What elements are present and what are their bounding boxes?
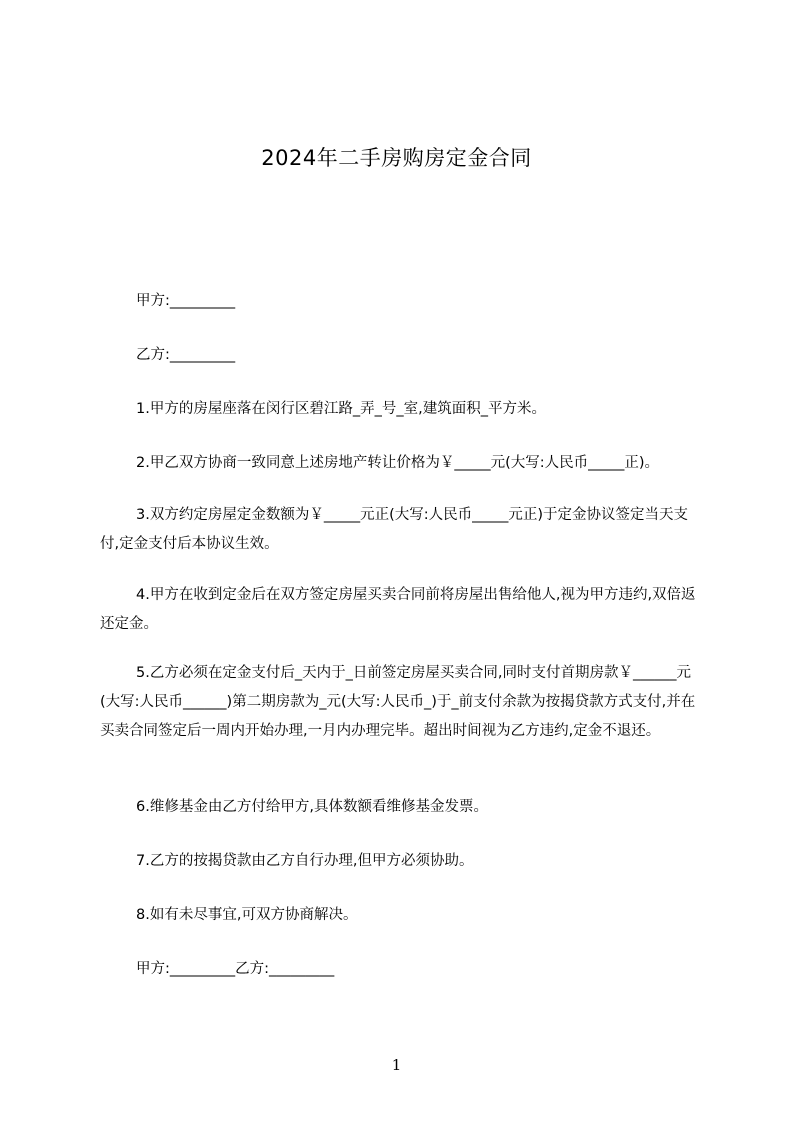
document-title: 2024年二手房购房定金合同 [261, 146, 532, 170]
clause-7: 7.乙方的按揭贷款由乙方自行办理,但甲方必须协助。 [136, 853, 474, 869]
clause-8: 8.如有未尽事宜,可双方协商解决。 [136, 907, 358, 923]
clause-5: 5.乙方必须在定金支付后_天内于_日前签定房屋买卖合同,同时支付首期房款￥______元(大写:人民币______)第二期房款为_元(大写:人民币_)于_前支付余款为按揭贷款方式支付,并在买卖合同签定后一周内开始办理,一月内办理完毕。超出时间视为乙方违约,定金不退还。 [100, 665, 696, 739]
party-a-line: 甲方:_________ [136, 293, 236, 309]
clause-2: 2.甲乙双方协商一致同意上述房地产转让价格为￥_____元(大写:人民币_____正)。 [136, 455, 660, 471]
party-b-line: 乙方:_________ [136, 347, 236, 363]
clause-4: 4.甲方在收到定金后在双方签定房屋买卖合同前将房屋出售给他人,视为甲方违约,双倍返还定金。 [100, 587, 696, 632]
page-number: 1 [391, 1056, 402, 1074]
clause-1: 1.甲方的房屋座落在闵行区碧江路_弄_号_室,建筑面积_平方米。 [136, 401, 546, 417]
signature-line: 甲方:_________乙方:_________ [136, 961, 335, 977]
clause-6: 6.维修基金由乙方付给甲方,具体数额看维修基金发票。 [136, 799, 488, 815]
clause-3: 3.双方约定房屋定金数额为￥_____元正(大写:人民币_____元正)于定金协议签定当天支付,定金支付后本协议生效。 [100, 507, 689, 552]
